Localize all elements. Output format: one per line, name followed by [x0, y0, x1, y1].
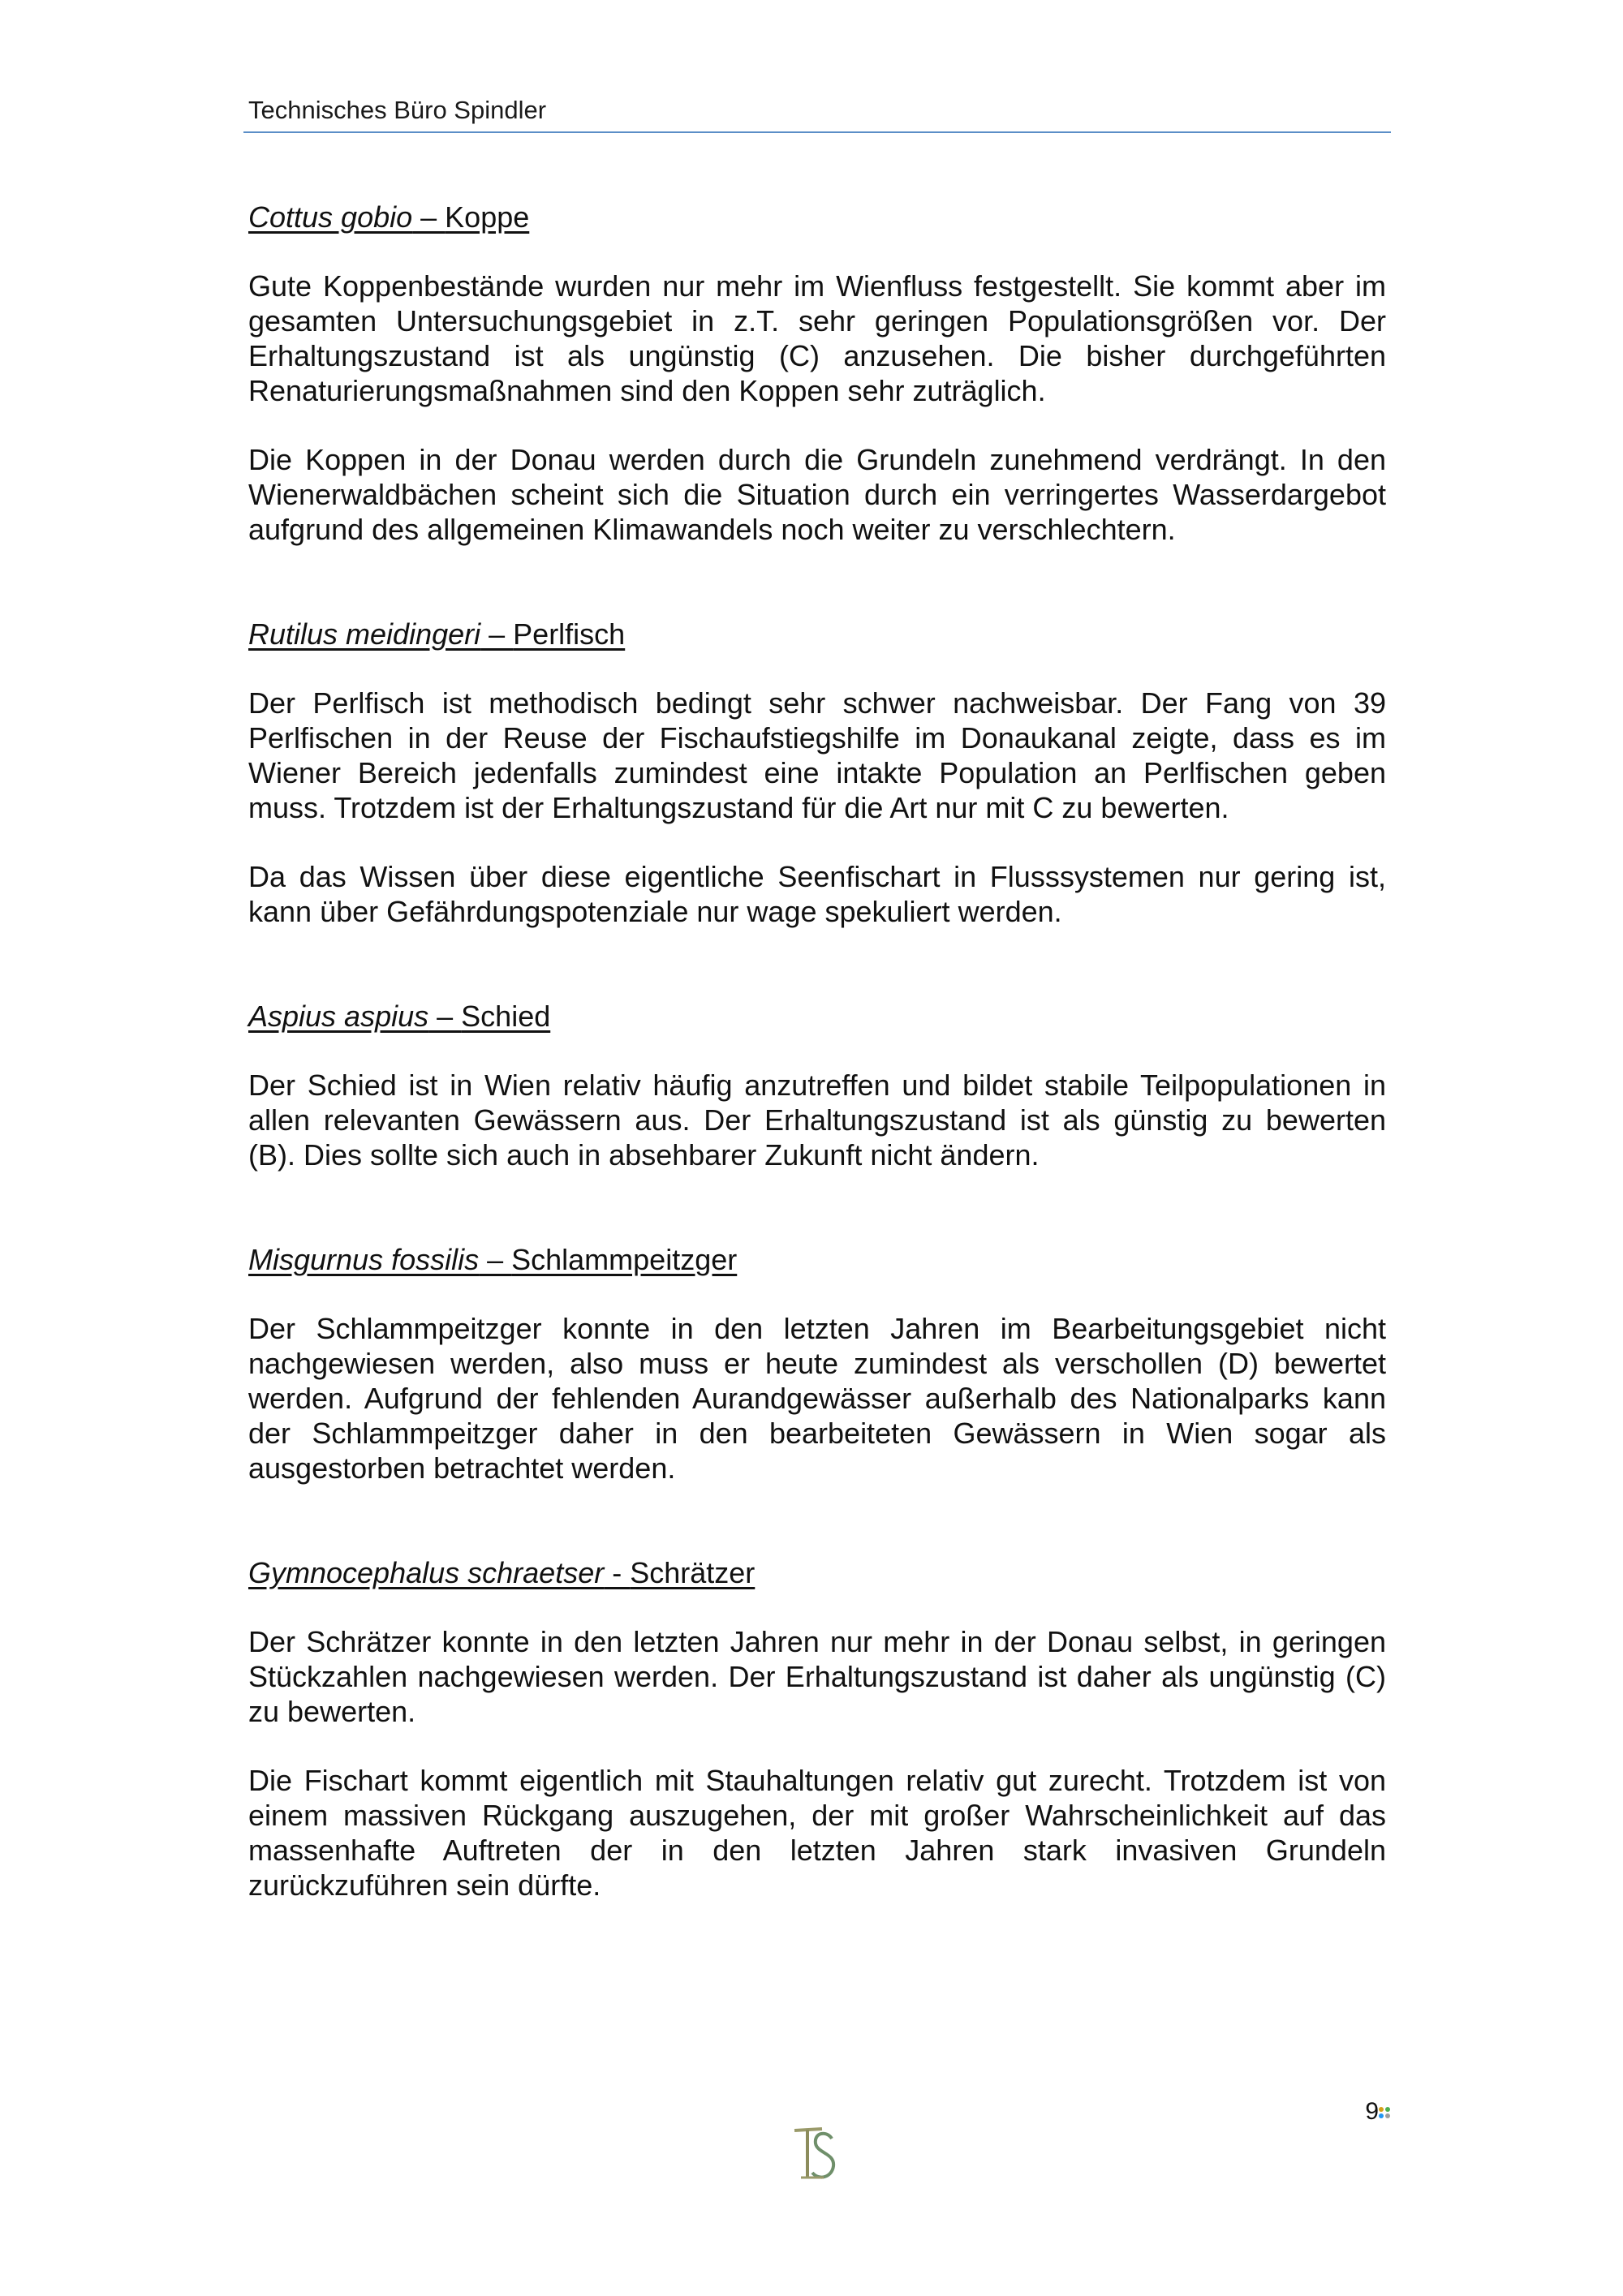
species-heading — [248, 999, 1386, 1034]
species-section — [248, 1242, 1386, 1486]
common-name: Koppe — [445, 200, 530, 234]
species-heading — [248, 200, 1386, 234]
paragraph: Die Koppen in der Donau werden durch die Grundeln zunehmend verdrängt. In den Wienerwaldbächen scheint sich die Situation durch ein verringertes Wasserdargebot aufgrund des allgemeinen Klimawandels noch weiter zu verschlechtern. — [248, 443, 1386, 546]
heading-separator: - — [604, 1556, 631, 1589]
section-spacer — [248, 1206, 1386, 1242]
paragraph: Gute Koppenbestände wurden nur mehr im Wienfluss festgestellt. Sie kommt aber im gesamten Untersuchungsgebiet in z.T. sehr geringen Populationsgrößen vor. Der Erhaltungszustand ist als ungünstig (C) anzusehen. Die bisher durchgeführten Renaturierungsmaßnahmen sind den Koppen sehr zuträglich. — [248, 269, 1386, 407]
section-spacer — [248, 963, 1386, 999]
species-section — [248, 617, 1386, 929]
common-name: Schlammpeitzger — [511, 1243, 738, 1276]
latin-name: Aspius aspius — [248, 1000, 429, 1033]
paragraph: Der Schied ist in Wien relativ häufig anzutreffen und bildet stabile Teilpopulationen in allen relevanten Gewässern aus. Der Erhaltungszustand ist als günstig zu bewerten (B). Dies sollte sich auch in absehbarer Zukunft nicht ändern. — [248, 1068, 1386, 1172]
page-number — [1365, 2098, 1391, 2126]
section-spacer — [248, 1520, 1386, 1555]
species-section — [248, 999, 1386, 1172]
latin-name: Misgurnus fossilis — [248, 1243, 480, 1276]
species-section — [248, 200, 1386, 547]
heading-separator: – — [480, 617, 514, 651]
heading-separator: – — [479, 1243, 512, 1276]
heading-separator: – — [412, 200, 446, 234]
latin-name: Cottus gobio — [248, 200, 413, 234]
heading-separator: – — [428, 1000, 462, 1033]
section-spacer — [248, 581, 1386, 617]
colored-dots-icon — [1378, 2106, 1391, 2119]
paragraph: Da das Wissen über diese eigentliche Seenfischart in Flusssystemen nur gering ist, kann über Gefährdungspotenziale nur wage spekuliert werden. — [248, 860, 1386, 928]
common-name: Schrätzer — [630, 1556, 756, 1589]
species-heading — [248, 1555, 1386, 1590]
latin-name: Gymnocephalus schraetser — [248, 1556, 605, 1589]
document-body — [248, 200, 1386, 1937]
common-name: Schied — [461, 1000, 551, 1033]
paragraph: Die Fischart kommt eigentlich mit Stauhaltungen relativ gut zurecht. Trotzdem ist von einem massiven Rückgang auszugehen, der mit großer Wahrscheinlichkeit auf das massenhafte Auftreten der in den letzten Jahren stark invasiven Grundeln zurückzuführen sein dürfte. — [248, 1764, 1386, 1902]
latin-name: Rutilus meidingeri — [248, 617, 481, 651]
paragraph: Der Perlfisch ist methodisch bedingt sehr schwer nachweisbar. Der Fang von 39 Perlfischen in der Reuse der Fischaufstiegshilfe im Donaukanal zeigte, dass es im Wiener Bereich jedenfalls zumindest eine intakte Population an Perlfischen geben muss. Trotzdem ist der Erhaltungszustand für die Art nur mit C zu bewerten. — [248, 686, 1386, 824]
common-name: Perlfisch — [513, 617, 626, 651]
species-section — [248, 1555, 1386, 1903]
ts-logo-icon — [791, 2124, 840, 2184]
page-number-text: 9 — [1365, 2098, 1378, 2125]
paragraph: Der Schlammpeitzger konnte in den letzten Jahren im Bearbeitungsgebiet nicht nachgewiesen werden, also muss er heute zumindest als verschollen (D) bewertet werden. Aufgrund der fehlenden Aurandgewässer außerhalb des Nationalparks kann der Schlammpeitzger daher in den bearbeiteten Gewässern in Wien sogar als ausgestorben betrachtet werden. — [248, 1312, 1386, 1485]
paragraph: Der Schrätzer konnte in den letzten Jahren nur mehr in der Donau selbst, in geringen Stückzahlen nachgewiesen werden. Der Erhaltungszustand ist daher als ungünstig (C) zu bewerten. — [248, 1625, 1386, 1728]
header-divider — [243, 131, 1391, 133]
running-header: Technisches Büro Spindler — [248, 96, 547, 124]
species-heading — [248, 617, 1386, 651]
species-heading — [248, 1242, 1386, 1277]
